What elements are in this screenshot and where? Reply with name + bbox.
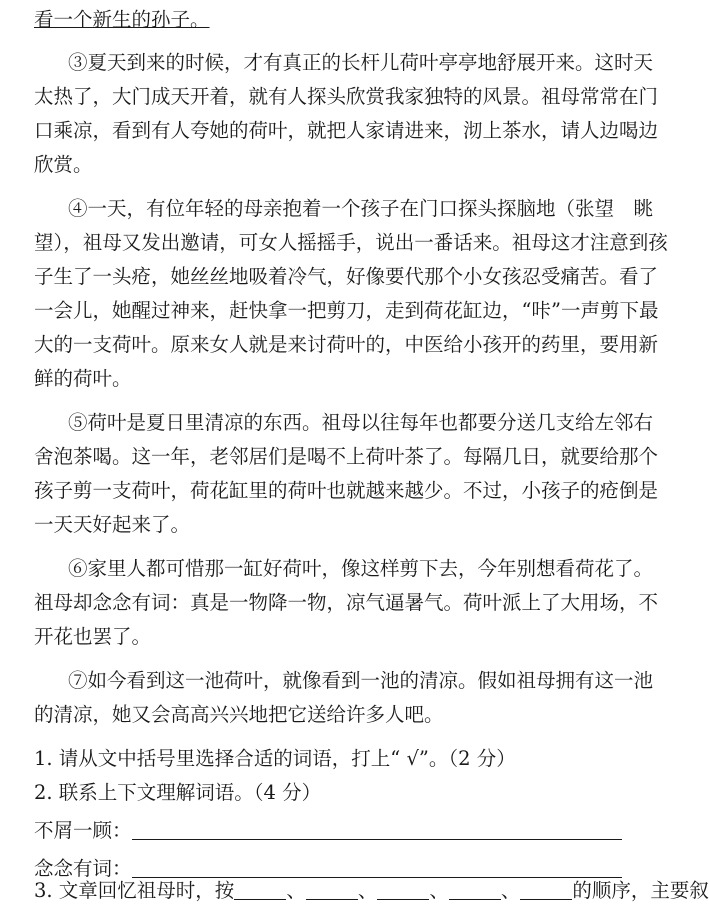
paragraph-5-line-3: 孩子剪一支荷叶，荷花缸里的荷叶也就越来越少。不过，小孩子的疮倒是 — [34, 479, 659, 502]
question-3-blank-1[interactable] — [234, 877, 286, 900]
question-3-blank-2[interactable] — [306, 877, 358, 900]
question-3-separator-2: 、 — [357, 879, 378, 902]
question-3-separator-1: 、 — [286, 879, 306, 902]
question-3 — [34, 874, 709, 902]
question-3-blank-4[interactable] — [449, 877, 501, 900]
term-2-label: 念念有词： — [34, 857, 132, 880]
paragraph-4-line-5: 大的一支荷叶。原来女人就是来讨荷叶的，中医给小孩开的药里，要用新 — [34, 333, 659, 356]
paragraph-5-line-2: 舍泡茶喝。这一年，老邻居们是喝不上荷叶茶了。每隔几日，就要给那个 — [34, 445, 659, 468]
paragraph-3-line-3: 口乘凉，看到有人夸她的荷叶，就把人家请进来，沏上茶水，请人边喝边 — [34, 119, 659, 142]
term-1-answer-blank[interactable] — [132, 817, 622, 840]
paragraph-4-line-4: 一会儿，她醒过神来，赶快拿一把剪刀，走到荷花缸边，“咔”一声剪下最 — [34, 299, 659, 322]
paragraph-4-line-6: 鲜的荷叶。 — [34, 367, 132, 390]
question-2: 2. 联系上下文理解词语。（4 分） — [34, 781, 322, 804]
paragraph-6-line-1: ⑥家里人都可惜那一缸好荷叶，像这样剪下去，今年别想看荷花了。 — [68, 557, 654, 580]
passage-top-fragment: 看一个新生的孙子。 — [34, 8, 210, 31]
paragraph-4-line-2: 望），祖母又发出邀请，可女人摇摇手，说出一番话来。祖母这才注意到孩 — [34, 231, 668, 254]
term-1-label: 不屑一顾： — [34, 819, 132, 842]
question-3-blank-3[interactable] — [377, 877, 429, 900]
paragraph-7-line-2: 的清凉，她又会高高兴兴地把它送给许多人吧。 — [34, 703, 444, 726]
paragraph-6-line-2: 祖母却念念有词：真是一物降一物，凉气逼暑气。荷叶派上了大用场，不 — [34, 591, 659, 614]
question-3-prefix: 3. 文章回忆祖母时，按 — [34, 879, 235, 902]
paragraph-3-line-4: 欣赏。 — [34, 153, 93, 176]
paragraph-5-line-1: ⑤荷叶是夏日里清凉的东西。祖母以往每年也都要分送几支给左邻右 — [68, 411, 654, 434]
term-1-row — [34, 814, 606, 848]
question-3-suffix: 的顺序，主要叙 — [572, 879, 709, 902]
question-3-separator-4: 、 — [500, 879, 521, 902]
question-3-separator-3: 、 — [429, 879, 449, 902]
paragraph-3-line-1: ③夏天到来的时候，才有真正的长杆儿荷叶亭亭地舒展开来。这时天 — [68, 51, 654, 74]
paragraph-7-line-1: ⑦如今看到这一池荷叶，就像看到一池的清凉。假如祖母拥有这一池 — [68, 669, 654, 692]
paragraph-4-line-1: ④一天，有位年轻的母亲抱着一个孩子在门口探头探脑地（张望 眺 — [68, 197, 654, 220]
paragraph-4-line-3: 子生了一头疮，她丝丝地吸着冷气，好像要代那个小女孩忍受痛苦。看了 — [34, 265, 659, 288]
paragraph-5-line-4: 一天天好起来了。 — [34, 513, 191, 536]
paragraph-6-line-3: 开花也罢了。 — [34, 625, 152, 648]
question-3-blank-5[interactable] — [520, 877, 572, 900]
question-1: 1. 请从文中括号里选择合适的词语，打上“ √”。（2 分） — [34, 747, 516, 770]
paragraph-3-line-2: 太热了，大门成天开着，就有人探头欣赏我家独特的风景。祖母常常在门 — [34, 85, 659, 108]
